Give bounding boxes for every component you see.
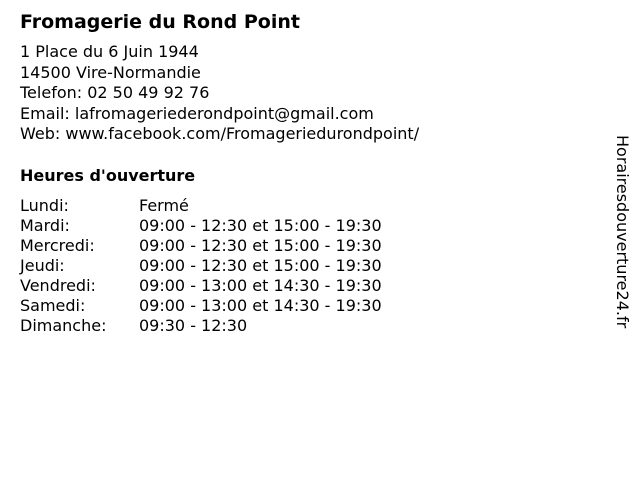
address-city: 14500 Vire-Normandie (20, 62, 201, 82)
hours-row-thursday (20, 256, 382, 276)
day-hours: 09:00 - 12:30 et 15:00 - 19:30 (139, 235, 382, 255)
day-label: Dimanche: (20, 315, 107, 335)
hours-row-wednesday (20, 236, 382, 256)
day-hours: Fermé (139, 195, 189, 215)
email-address: Email: lafromageriederondpoint@gmail.com (20, 103, 374, 123)
day-hours: 09:30 - 12:30 (139, 315, 248, 335)
day-label: Vendredi: (20, 275, 96, 295)
hours-row-friday (20, 276, 382, 296)
day-label: Samedi: (20, 295, 86, 315)
hours-row-sunday (20, 316, 382, 336)
address-street: 1 Place du 6 Juin 1944 (20, 42, 199, 61)
contact-block (20, 42, 600, 145)
hours-row-monday (20, 196, 382, 216)
day-hours: 09:00 - 12:30 et 15:00 - 19:30 (139, 255, 382, 275)
hours-row-tuesday (20, 216, 382, 236)
day-label: Jeudi: (20, 255, 65, 275)
day-hours: 09:00 - 12:30 et 15:00 - 19:30 (139, 215, 382, 235)
opening-hours-table (20, 196, 382, 336)
day-label: Lundi: (20, 195, 69, 215)
day-hours: 09:00 - 13:00 et 14:30 - 19:30 (139, 275, 382, 295)
site-watermark: Horairesdouverture24.fr (613, 135, 632, 329)
phone-number: Telefon: 02 50 49 92 76 (20, 83, 210, 102)
business-name: Fromagerie du Rond Point (20, 11, 300, 33)
website-url: Web: www.facebook.com/Fromageriedurondpoint/ (20, 124, 420, 143)
day-hours: 09:00 - 13:00 et 14:30 - 19:30 (139, 295, 382, 315)
hours-row-saturday (20, 296, 382, 316)
day-label: Mercredi: (20, 235, 95, 255)
opening-hours-heading: Heures d'ouverture (20, 165, 196, 185)
day-label: Mardi: (20, 215, 70, 235)
business-card (20, 10, 600, 336)
